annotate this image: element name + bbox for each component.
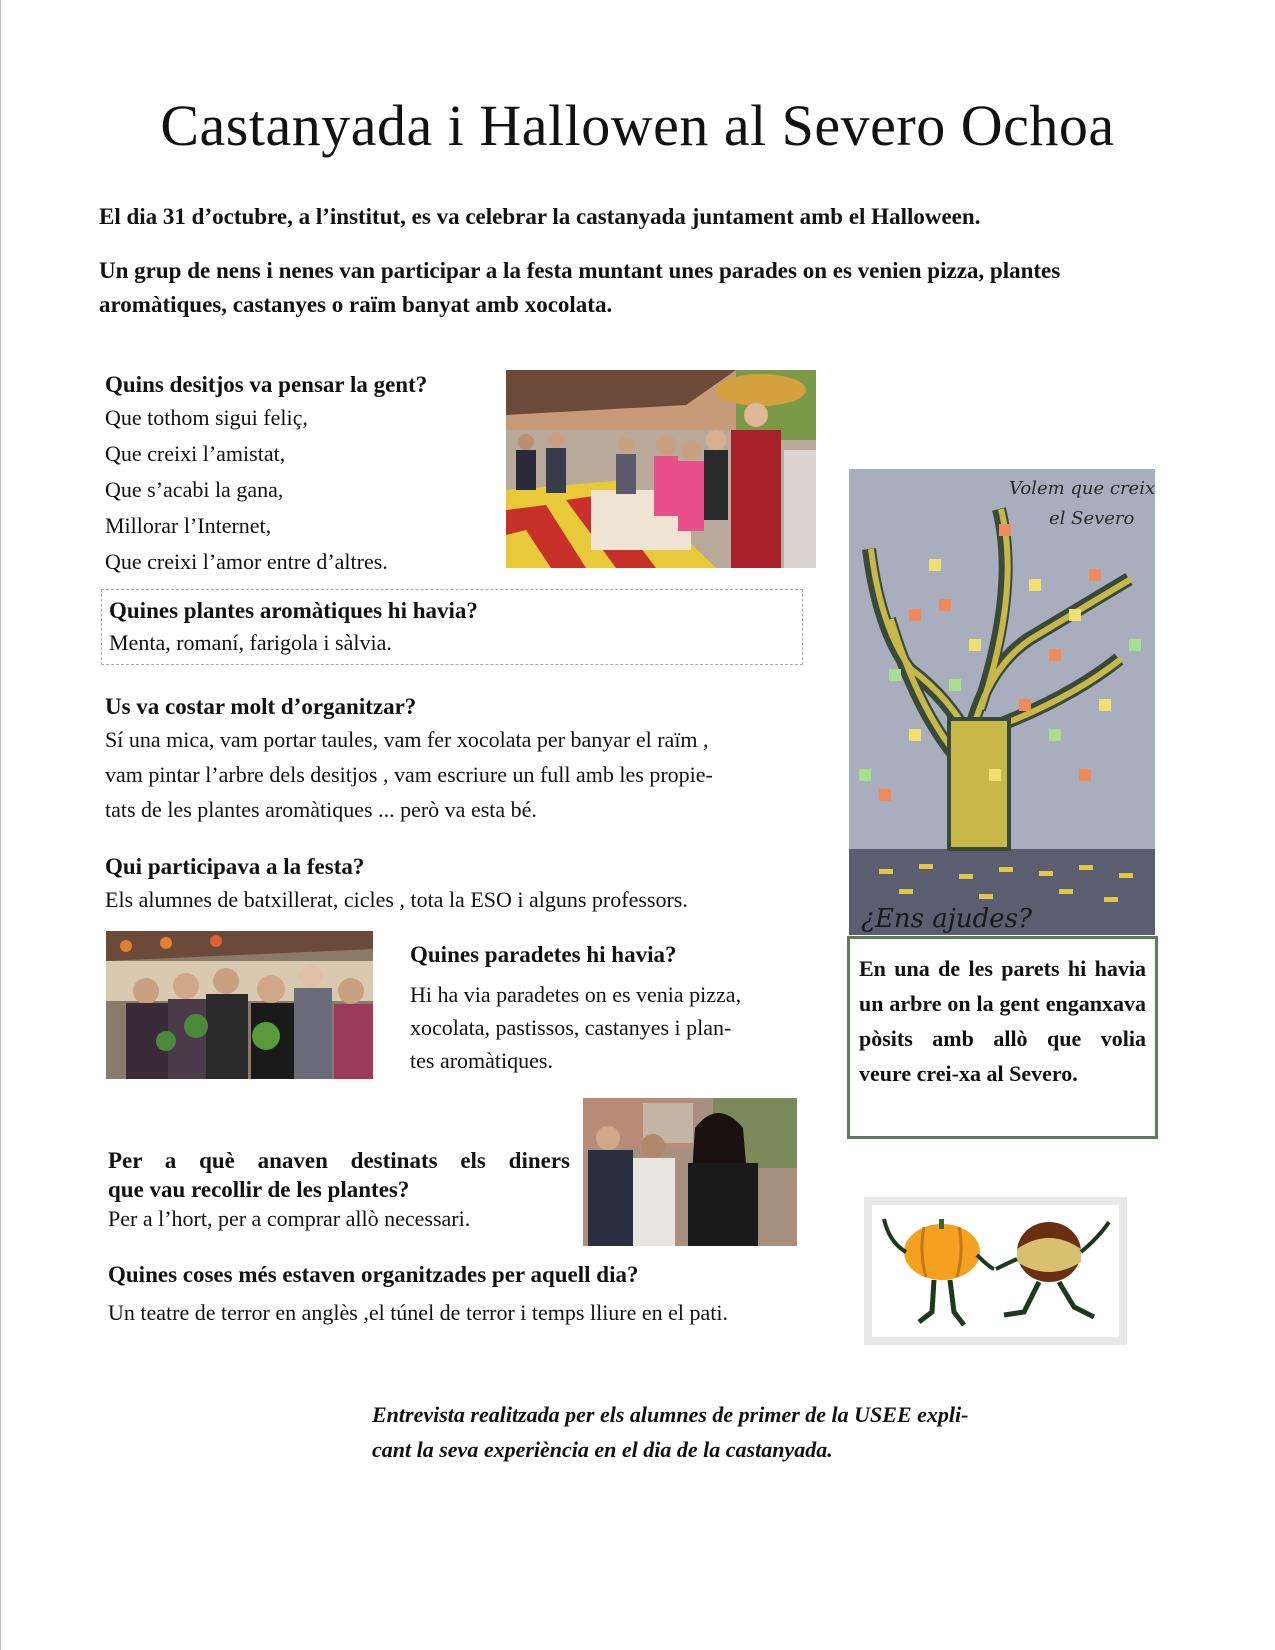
stalls-line: xocolata, pastissos, castanyes i plan- [410, 1015, 732, 1040]
more-question: Quines coses més estaven organitzades per aquell dia? [108, 1262, 639, 1287]
intro-paragraph-1: El dia 31 d’octubre, a l’institut, es va celebrar la castanyada juntament amb el Halloween. [99, 204, 981, 229]
money-answer: Per a l’hort, per a comprar allò necessari. [108, 1206, 471, 1231]
stalls-line: tes aromàtiques. [410, 1048, 553, 1073]
organize-line: tats de les plantes aromàtiques ... però va esta bé. [105, 797, 537, 822]
organize-section [105, 692, 825, 827]
signature-line: cant la seva experiència en el dia de la castanyada. [372, 1437, 833, 1462]
money-question-line: que vau recollir de les plantes? [108, 1177, 410, 1202]
tree-poster-top-text: Volem que creix [1009, 478, 1155, 499]
money-section [108, 1146, 570, 1234]
tree-poster-top-text-2: el Severo [1049, 508, 1135, 529]
wish-line: Que creixi l’amistat, [105, 441, 286, 466]
tree-caption-box [847, 936, 1158, 1139]
stalls-section [410, 940, 810, 1077]
organize-line: vam pintar l’arbre dels desitjos , vam escriure un full amb les propie- [105, 762, 713, 787]
organize-line: Sí una mica, vam portar taules, vam fer xocolata per banyar el raïm , [105, 727, 709, 752]
wish-line: Que s’acabi la gana, [105, 477, 284, 502]
wishing-tree-poster-photo [849, 469, 1155, 935]
wish-line: Millorar l’Internet, [105, 513, 272, 538]
signature [372, 1397, 1132, 1467]
participants-question: Qui participava a la festa? [105, 854, 365, 879]
page-title: Castanyada i Hallowen al Severo Ochoa [160, 93, 1115, 158]
tree-caption: En una de les parets hi havia un arbre on la gent enganxava pòsits amb allò que volia veure crei-xa al Severo. [859, 956, 1146, 1086]
stalls-line: Hi ha via paradetes on es venia pizza, [410, 982, 742, 1007]
more-section [108, 1260, 833, 1328]
tree-poster-bottom-text: ¿Ens ajudes? [861, 904, 1032, 934]
pumpkin-and-chestnut-illustration [864, 1197, 1127, 1345]
wishes-section [105, 370, 495, 580]
stalls-question: Quines paradetes hi havia? [410, 942, 677, 967]
plants-answer: Menta, romaní, farigola i sàlvia. [109, 630, 392, 655]
three-students-photo [583, 1098, 797, 1246]
students-at-stall-photo [506, 370, 816, 568]
signature-line: Entrevista realitzada per els alumnes de primer de la USEE expli- [372, 1402, 969, 1427]
more-answer: Un teatre de terror en anglès ,el túnel de terror i temps lliure en el pati. [108, 1300, 729, 1325]
participants-section [105, 852, 825, 917]
wish-line: Que creixi l’amor entre d’altres. [105, 549, 388, 574]
organize-question: Us va costar molt d’organitzar? [105, 694, 417, 719]
teachers-with-plants-photo [106, 931, 373, 1079]
plants-question: Quines plantes aromàtiques hi havia? [109, 598, 478, 623]
page-edge [0, 0, 1, 1650]
wishes-question: Quins desitjos va pensar la gent? [105, 372, 428, 397]
money-question-line: Per a què anaven destinats els diners [108, 1148, 570, 1173]
participants-answer: Els alumnes de batxillerat, cicles , tota la ESO i alguns professors. [105, 887, 688, 912]
wish-line: Que tothom sigui feliç, [105, 405, 308, 430]
plants-box [101, 589, 803, 665]
intro-paragraph-2: Un grup de nens i nenes van participar a la festa muntant unes parades on es venien pizza, plantes aromàtiques, castanyes o raïm banyat amb xocolata. [99, 258, 1061, 317]
